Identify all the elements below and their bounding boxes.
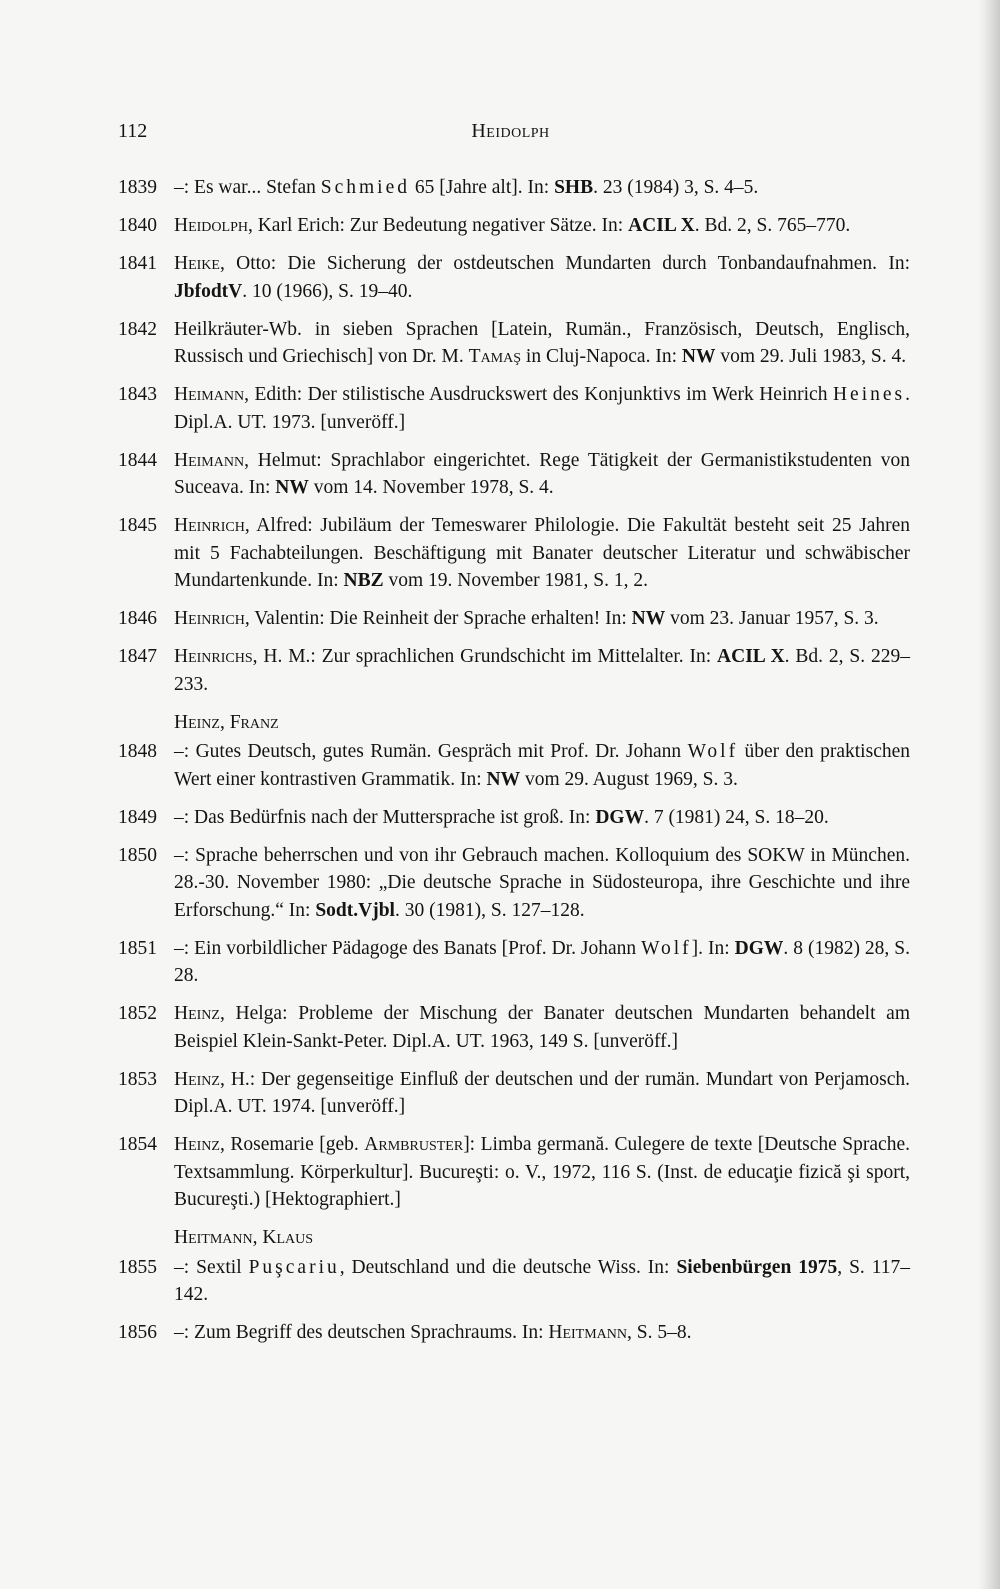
bib-entry-1852 [118,1000,910,1055]
bib-entry-1856 [118,1319,910,1347]
bib-entry-1842 [118,316,910,371]
entry-number: 1856 [118,1322,157,1343]
entry-number: 1844 [118,449,157,471]
entry-text: Heinz, Rosemarie [geb. Armbruster]: Limba germană. Culegere de texte [Deutsche Sprache. Textsammlung. Körperkultur]. Bucureşti: o. V., 1972, 116 S. (Inst. de educaţie fizică şi sport, Bucureşti.) [Hektographiert.] [174,1134,910,1210]
bib-entry-1843 [118,381,910,436]
entry-text: Heinrichs, H. M.: Zur sprachlichen Grundschicht im Mittelalter. In: ACIL X. Bd. 2, S. 229–233. [174,646,910,695]
entry-number: 1847 [118,646,157,667]
bib-entry-1844 [118,447,910,502]
entry-number: 1850 [118,844,157,866]
entry-text: Heidolph, Karl Erich: Zur Bedeutung negativer Sätze. In: ACIL X. Bd. 2, S. 765–770. [174,215,851,236]
bib-entry-1849 [118,804,910,832]
bib-entry-1848 [118,738,910,793]
bib-entry-1845 [118,512,910,595]
entry-text: –: Ein vorbildlicher Pädagoge des Banats [Prof. Dr. Johann Wolf]. In: DGW. 8 (1982) 28, S. 28. [174,937,910,986]
entry-number: 1842 [118,318,157,340]
entry-text: Heimann, Helmut: Sprachlabor eingerichtet. Rege Tätigkeit der Germanistikstudenten von Suceava. In: NW vom 14. November 1978, S. 4. [174,449,910,498]
bib-entry-1850 [118,842,910,925]
entry-text: Heinz, Helga: Probleme der Mischung der Banater deutschen Mundarten behandelt am Beispiel Klein-Sankt-Peter. Dipl.A. UT. 1963, 149 S. [unveröff.] [174,1003,910,1052]
bib-entry-1846 [118,605,910,633]
entry-number: 1845 [118,515,157,536]
entry-text: –: Sprache beherrschen und von ihr Gebrauch machen. Kolloquium des SOKW in München. 28.-30. November 1980: „Die deutsche Sprache in Südosteuropa, ihre Geschichte und ihre Erforschung.“ In: Sodt.Vjbl. 30 (1981), S. 127–128. [174,844,910,921]
entry-text: –: Es war... Stefan Schmied 65 [Jahre alt]. In: SHB. 23 (1984) 3, S. 4–5. [174,177,759,198]
entry-text: –: Zum Begriff des deutschen Sprachraums. In: Heitmann, S. 5–8. [174,1322,692,1343]
bib-entry-1851 [118,935,910,990]
bib-entry-1853 [118,1066,910,1121]
entry-number: 1852 [118,1003,157,1024]
page-edge-shadow [978,0,1000,1589]
bib-entry-1854 [118,1131,910,1214]
entry-number: 1848 [118,741,157,762]
entry-text: Heimann, Edith: Der stilistische Ausdruckswert des Konjunktivs im Werk Heinrich Heines. Dipl.A. UT. 1973. [unveröff.] [174,384,910,433]
bibliography-list [118,174,910,1357]
entry-number: 1846 [118,608,157,629]
author-heading: Heinz, Franz [174,711,279,733]
bib-entry-1847 [118,643,910,698]
bib-entry-1841 [118,250,910,305]
entry-text: Heinrich, Valentin: Die Reinheit der Sprache erhalten! In: NW vom 23. Januar 1957, S. 3. [174,608,879,629]
page-header [118,120,903,150]
entry-text: Heinz, H.: Der gegenseitige Einfluß der deutschen und der rumän. Mundart von Perjamosch. Dipl.A. UT. 1974. [unveröff.] [174,1068,910,1117]
entry-number: 1841 [118,253,157,274]
running-head: Heidolph [471,120,550,142]
entry-text: Heike, Otto: Die Sicherung der ostdeutschen Mundarten durch Tonbandaufnahmen. In: JbfodtV. 10 (1966), S. 19–40. [174,253,910,302]
entry-text: Heilkräuter-Wb. in sieben Sprachen [Latein, Rumän., Französisch, Deutsch, Englisch, Russisch und Griechisch] von Dr. M. Tamaş in Cluj-Napoca. In: NW vom 29. Juli 1983, S. 4. [174,318,910,367]
entry-text: –: Das Bedürfnis nach der Muttersprache ist groß. In: DGW. 7 (1981) 24, S. 18–20. [174,806,829,828]
bib-entry-1855 [118,1254,910,1309]
author-heading: Heitmann, Klaus [174,1227,314,1248]
entry-text: Heinrich, Alfred: Jubiläum der Temeswarer Philologie. Die Fakultät besteht seit 25 Jahren mit 5 Fachabteilungen. Beschäftigung mit Banater deutscher Literatur und schwäbischer Mundartenkunde. In: NBZ vom 19. November 1981, S. 1, 2. [174,515,910,591]
entry-number: 1854 [118,1134,157,1155]
bib-entry-1839 [118,174,910,202]
entry-number: 1839 [118,177,157,198]
entry-number: 1840 [118,215,157,236]
entry-number: 1851 [118,937,157,959]
entry-number: 1853 [118,1068,157,1090]
bib-entry-1840 [118,212,910,240]
entry-text: –: Gutes Deutsch, gutes Rumän. Gespräch mit Prof. Dr. Johann Wolf über den praktischen Wert einer kontrastiven Grammatik. In: NW vom 29. August 1969, S. 3. [174,741,910,790]
entry-number: 1849 [118,806,157,828]
entry-text: –: Sextil Puşcariu, Deutschland und die deutsche Wiss. In: Siebenbürgen 1975, S. 117–142. [174,1256,911,1305]
entry-number: 1855 [118,1256,157,1278]
page-number: 112 [118,120,148,142]
entry-number: 1843 [118,384,157,405]
